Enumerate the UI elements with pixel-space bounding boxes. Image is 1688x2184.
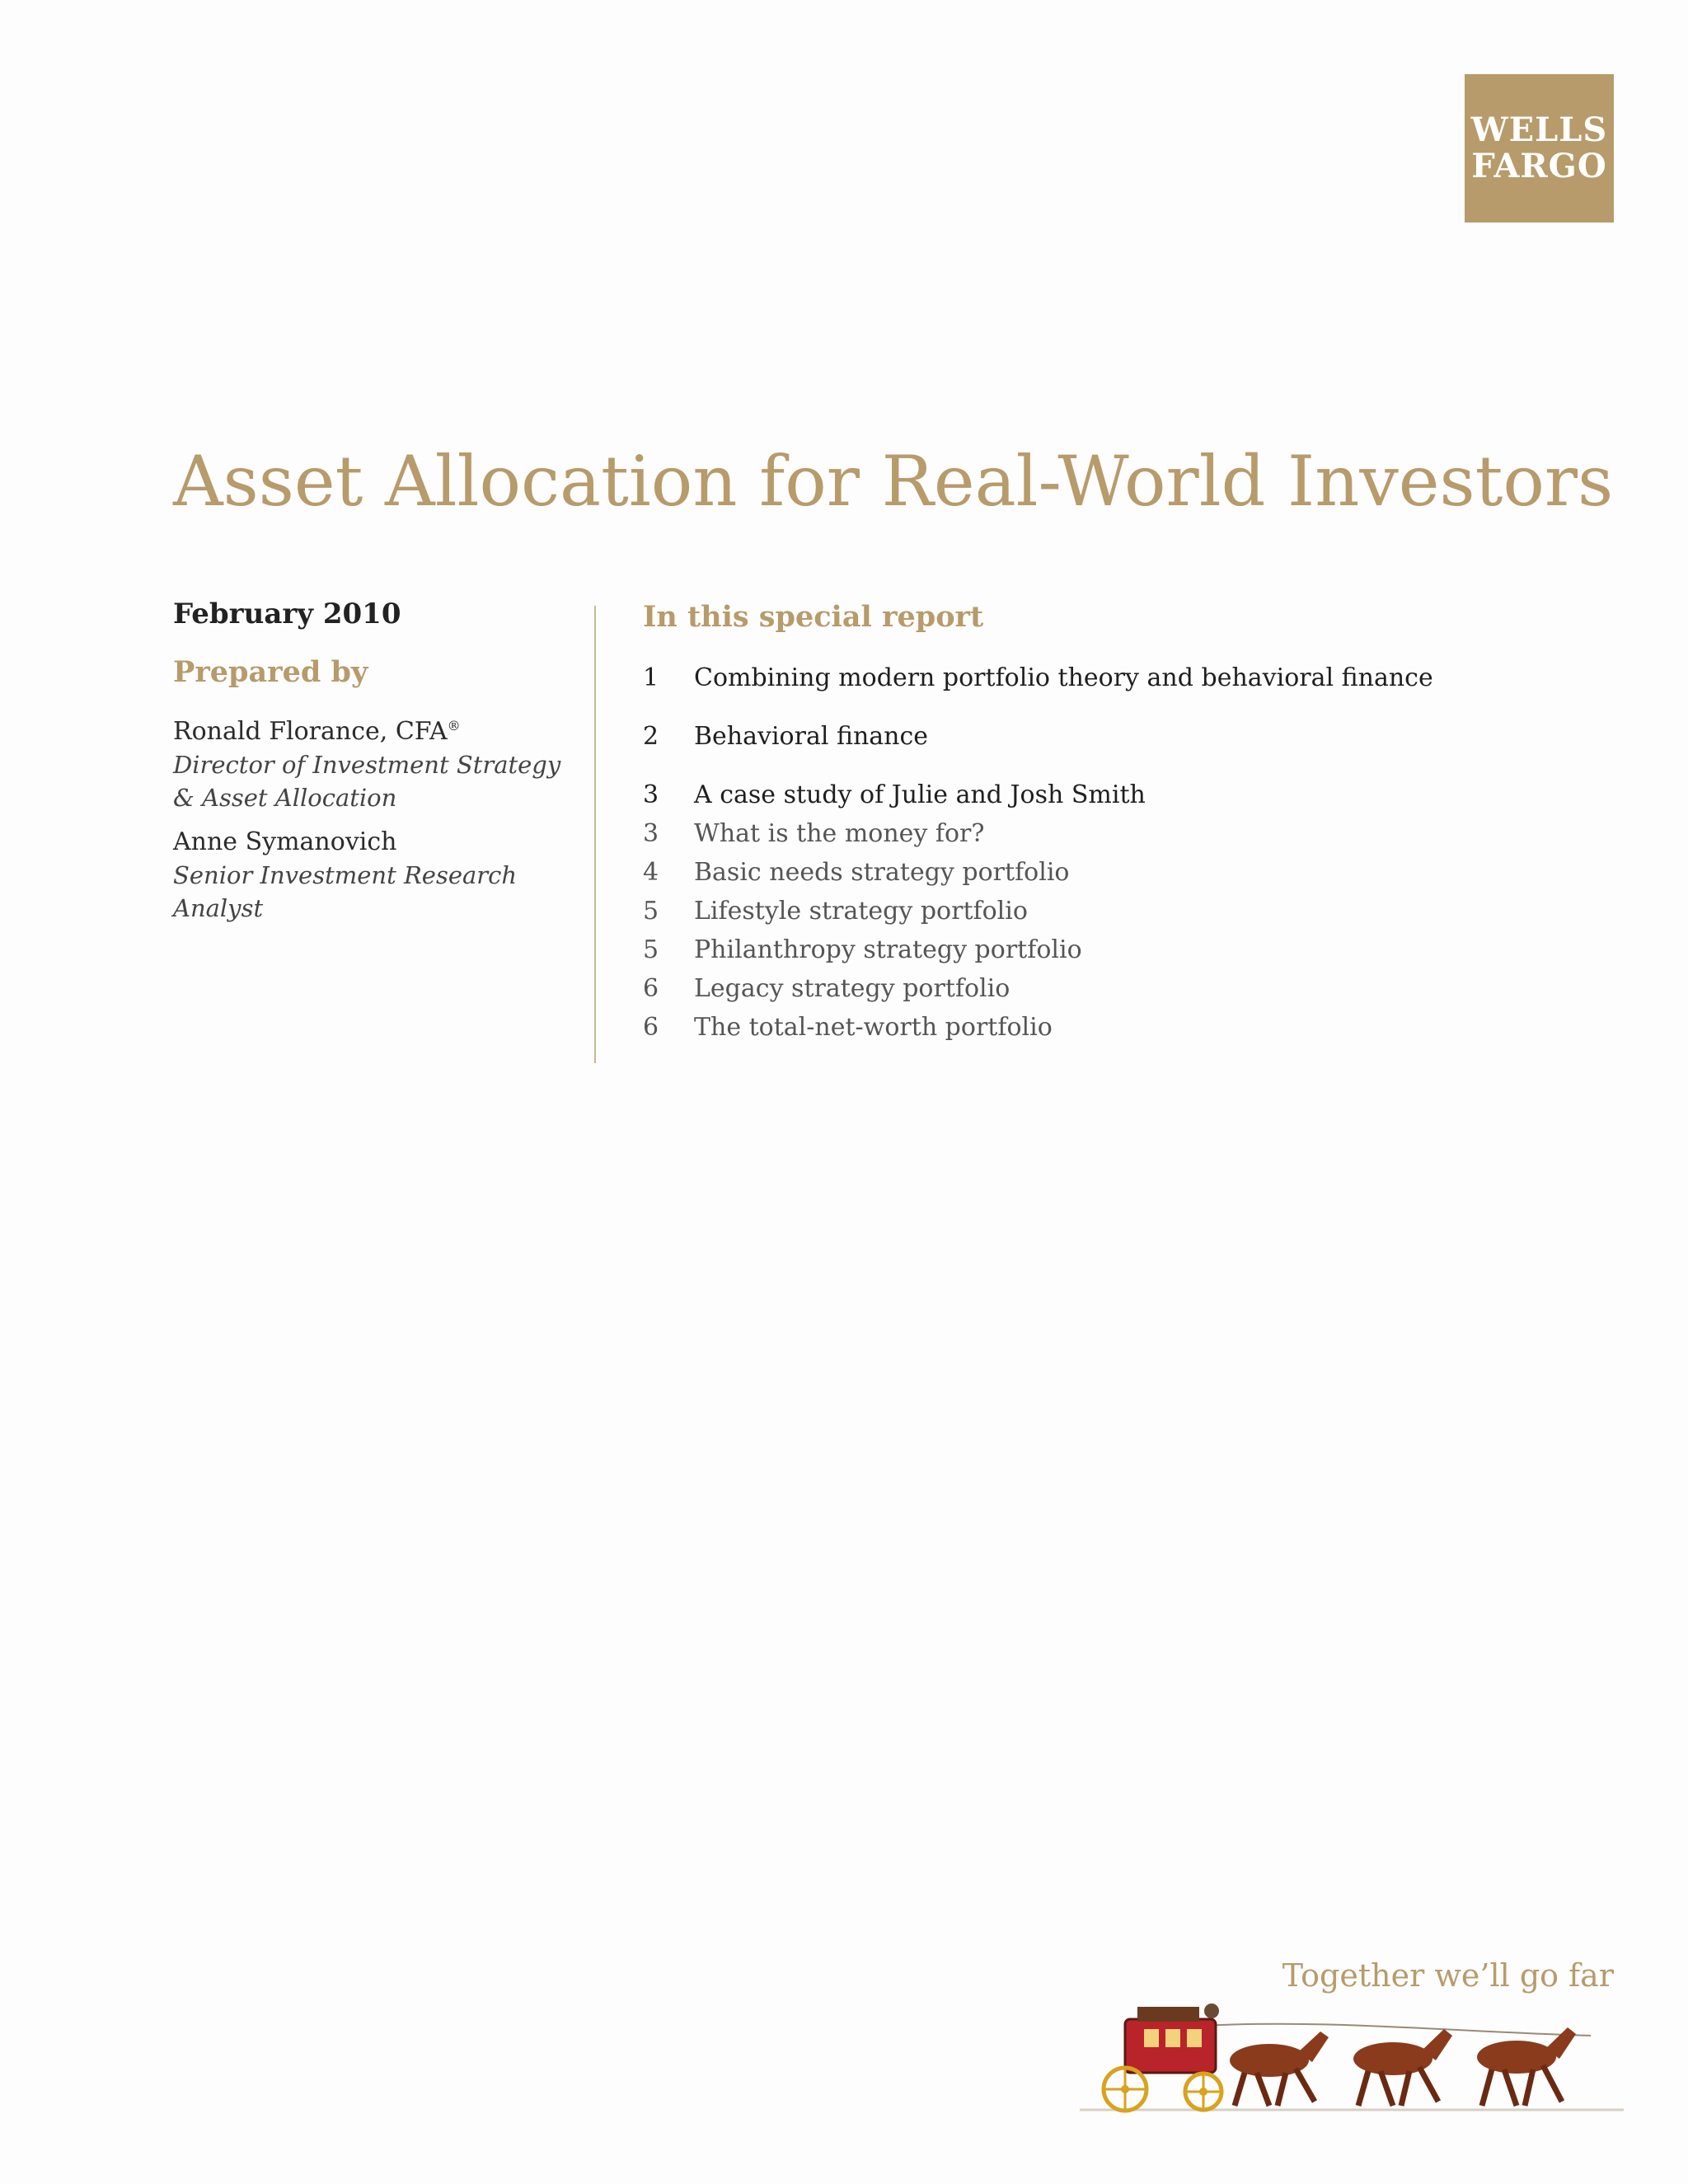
toc-subitem[interactable] [643,892,1615,930]
logo-line-1: WELLS [1470,110,1608,149]
toc-label: Lifestyle strategy portfolio [694,897,1028,926]
table-of-contents [643,600,1615,1047]
column-divider [594,606,596,1063]
toc-page-number: 6 [643,974,659,1003]
left-column [173,598,569,936]
toc-label: The total-net-worth portfolio [694,1013,1053,1042]
horse-team [1230,2027,1576,2106]
author-name: Anne Symanovich [173,827,397,856]
toc-page-number: 4 [643,858,659,887]
toc-page-number: 2 [643,722,659,751]
report-date: February 2010 [173,598,401,630]
stagecoach-illustration [1080,1986,1624,2118]
toc-subitem[interactable] [643,814,1615,853]
toc-page-number: 3 [643,780,659,809]
toc-page-number: 6 [643,1013,659,1042]
author-2 [173,826,569,925]
toc-page-number: 5 [643,935,659,964]
author-1 [173,710,569,814]
toc-label: Basic needs strategy portfolio [694,858,1070,887]
page-title: Asset Allocation for Real-World Investors [173,441,1614,522]
toc-page-number: 1 [643,663,659,692]
toc-subitem[interactable] [643,930,1615,969]
toc-label: What is the money for? [694,819,985,848]
author-title: Senior Investment Research Analyst [173,861,518,922]
toc-subitem[interactable] [643,853,1615,892]
tagline: Together we’ll go far [1282,1957,1614,1994]
horse-pair-2 [1353,2029,1452,2106]
horse-pair-1 [1230,2032,1329,2106]
toc-item[interactable] [643,658,1615,697]
author-name: Ronald Florance, CFA® [173,717,461,746]
toc-label: Legacy strategy portfolio [694,974,1010,1003]
toc-heading: In this special report [643,600,984,634]
toc-subitem[interactable] [643,1008,1615,1047]
horse-pair-3 [1477,2027,1576,2106]
toc-page-number: 5 [643,897,659,926]
toc-item[interactable] [643,717,1615,756]
toc-subitem[interactable] [643,969,1615,1008]
toc-page-number: 3 [643,819,659,848]
toc-label: Philanthropy strategy portfolio [694,935,1082,964]
registered-mark: ® [447,718,461,733]
stagecoach [1104,2004,1221,2111]
toc-item[interactable] [643,776,1615,814]
prepared-by-heading: Prepared by [173,655,368,689]
toc-label: Combining modern portfolio theory and behavioral finance [694,663,1433,692]
reins [1203,2024,1591,2036]
logo-line-2: FARGO [1471,147,1607,185]
toc-label: Behavioral finance [694,722,929,751]
toc-label: A case study of Julie and Josh Smith [694,780,1146,809]
author-title: Director of Investment Strategy & Asset Allocation [173,751,561,812]
wells-fargo-logo [1465,74,1614,223]
